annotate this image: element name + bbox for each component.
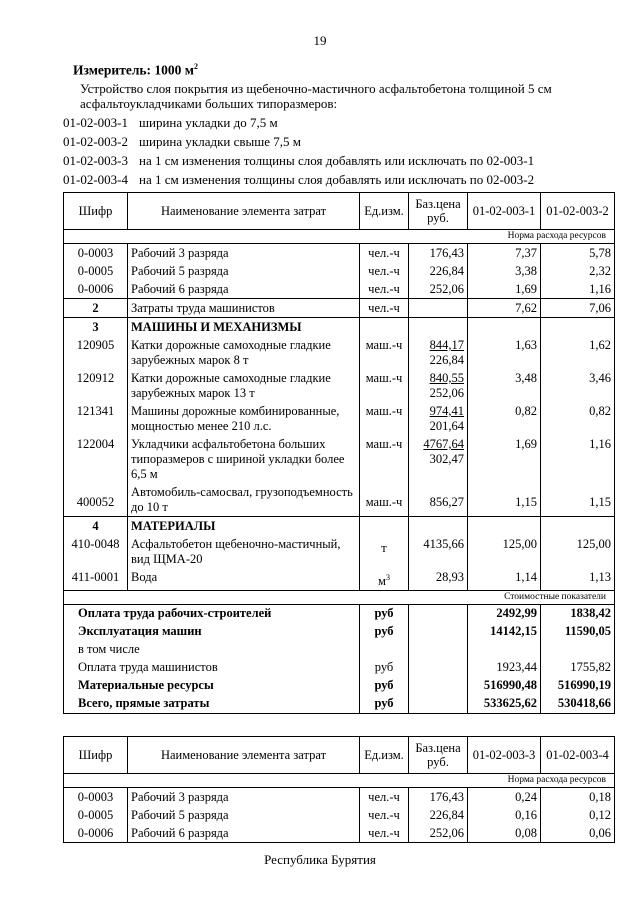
code-row: [63, 134, 534, 153]
cell-unit: маш.-ч: [360, 369, 409, 402]
code-id: 01-02-003-3: [63, 153, 128, 168]
cell-code: 0-0005: [64, 262, 128, 280]
table-row: [64, 402, 615, 435]
cell-v2: 3,46: [589, 371, 611, 385]
table-row: [64, 280, 615, 299]
meter-title-sup: 2: [194, 62, 198, 71]
code-row: [63, 115, 534, 134]
code-id: 01-02-003-1: [63, 115, 128, 130]
cell-price: 252,06: [409, 824, 468, 843]
total-name: Материальные ресурсы: [64, 677, 360, 695]
cell-price: [409, 336, 468, 369]
cell-v1: 7,62: [468, 299, 541, 318]
cell-unit: [360, 535, 409, 568]
total-name: Оплата труда рабочих-строителей: [64, 605, 360, 624]
cell-code: 122004: [64, 435, 128, 483]
cell-empty: [541, 641, 615, 659]
cell-name: Рабочий 5 разряда: [128, 262, 360, 280]
cell-v1: 3,48: [468, 369, 541, 402]
cell-empty: [409, 677, 468, 695]
cell-unit: чел.-ч: [360, 788, 409, 807]
cell-v2: 1,62: [589, 338, 611, 352]
total-v2: 11590,05: [564, 624, 611, 639]
total-unit: руб: [360, 605, 409, 624]
cell-v1: 1,14: [468, 568, 541, 591]
cell-v1: 1,15: [468, 483, 541, 517]
cell-price: 856,27: [409, 483, 468, 517]
col-code-header: Шифр: [64, 193, 128, 230]
table-row: [64, 262, 615, 280]
col-unit-header: Ед.изм.: [360, 193, 409, 230]
total-v2: 530418,66: [557, 696, 611, 711]
cell-empty: [409, 318, 468, 337]
cost-label: Стоимостные показатели: [64, 591, 615, 605]
total-name: Оплата труда машинистов: [64, 659, 360, 677]
col-1-header: 01-02-003-3: [468, 737, 541, 774]
cell-v2: 0,82: [589, 404, 611, 418]
cell-v2: 1,16: [589, 437, 611, 451]
cell-v2: 2,32: [589, 264, 611, 278]
total-v1: 516990,48: [468, 677, 541, 695]
cell-price: 176,43: [409, 788, 468, 807]
meter-title: [73, 62, 198, 79]
cell-code: 0-0006: [64, 824, 128, 843]
col-name-header: Наименование элемента затрат: [128, 193, 360, 230]
section-name: МАТЕРИАЛЫ: [128, 517, 360, 536]
cell-price: 226,84: [409, 806, 468, 824]
norm-label: Норма расхода ресурсов: [64, 774, 615, 788]
cell-code: 0-0003: [64, 788, 128, 807]
total-row: [64, 659, 615, 677]
cell-empty: [468, 517, 541, 536]
total-unit: руб: [360, 623, 409, 641]
cell-code: 0-0003: [64, 244, 128, 263]
section-row: [64, 517, 615, 536]
cell-name: Рабочий 3 разряда: [128, 788, 360, 807]
unit-text: т: [381, 541, 387, 556]
total-name: Всего, прямые затраты: [64, 695, 360, 714]
cell-price: [409, 369, 468, 402]
cell-price: 252,06: [409, 280, 468, 299]
resource-table-2: [63, 736, 615, 843]
code-text: ширина укладки до 7,5 м: [139, 115, 278, 130]
code-text: на 1 см изменения толщины слоя добавлять или исключать по 02-003-1: [139, 153, 535, 168]
price-wage: 226,84: [429, 353, 464, 367]
col-2-header: 01-02-003-4: [541, 737, 615, 774]
total-row: [64, 677, 615, 695]
unit-text: м: [378, 574, 386, 589]
work-description: Устройство слоя покрытия из щебеночно-мастичного асфальтобетона толщиной 5 см асфальтоукладчиками больших типоразмеров:: [80, 81, 552, 111]
price-wage: 302,47: [429, 452, 464, 466]
code-text: на 1 см изменения толщины слоя добавлять или исключать по 02-003-2: [139, 172, 535, 187]
total-v1: 533625,62: [468, 695, 541, 714]
cell-price: 28,93: [409, 568, 468, 591]
cell-empty: [468, 318, 541, 337]
cell-name: Рабочий 5 разряда: [128, 806, 360, 824]
cell-unit: чел.-ч: [360, 244, 409, 263]
code-id: 01-02-003-2: [63, 134, 128, 149]
cell-empty: [541, 517, 615, 536]
section-number: 4: [64, 517, 128, 536]
cell-unit: чел.-ч: [360, 262, 409, 280]
cell-empty: [541, 318, 615, 337]
price-wage: 252,06: [429, 386, 464, 400]
cell-v1: 0,08: [468, 824, 541, 843]
table-row: [64, 535, 615, 568]
table-row: [64, 568, 615, 591]
cell-code: 120905: [64, 336, 128, 369]
total-unit: руб: [360, 677, 409, 695]
cell-v2: 0,12: [589, 808, 611, 822]
total-unit: руб: [360, 659, 409, 677]
cell-name: Укладчики асфальтобетона больших типоразмеров с шириной укладки более 6,5 м: [128, 435, 360, 483]
total-v2: 1755,82: [570, 660, 611, 675]
cell-price: [409, 435, 468, 483]
cell-code: 410-0048: [64, 535, 128, 568]
cell-v2: 0,06: [589, 826, 611, 840]
total-v2: 1838,42: [570, 606, 611, 621]
code-list: [63, 115, 534, 191]
page-number: 19: [313, 33, 327, 48]
cell-v1: 1,63: [468, 336, 541, 369]
unit-sup: 3: [385, 573, 390, 582]
cell-name: Вода: [128, 568, 360, 591]
cell-unit: маш.-ч: [360, 435, 409, 483]
cell-name: Машины дорожные комбинированные, мощностью менее 210 л.с.: [128, 402, 360, 435]
code-id: 01-02-003-4: [63, 172, 128, 187]
table-header: [64, 737, 615, 774]
total-name: Эксплуатация машин: [64, 623, 360, 641]
table-row: [64, 369, 615, 402]
cell-v1: 1,69: [468, 435, 541, 483]
cell-empty: [409, 623, 468, 641]
norm-label: Норма расхода ресурсов: [64, 230, 615, 244]
table-row: [64, 435, 615, 483]
price-main: 974,41: [429, 404, 464, 418]
cell-empty: [360, 517, 409, 536]
cell-v1: 7,37: [468, 244, 541, 263]
cell-code: 0-0005: [64, 806, 128, 824]
cell-name: Катки дорожные самоходные гладкие зарубежных марок 13 т: [128, 369, 360, 402]
cell-empty: [409, 641, 468, 659]
price-main: 844,17: [429, 338, 464, 352]
cell-name: Асфальтобетон щебеночно-мастичный, вид ЩМА-20: [128, 535, 360, 568]
cell-name: Катки дорожные самоходные гладкие зарубежных марок 8 т: [128, 336, 360, 369]
col-price-header: Баз.цена руб.: [409, 737, 468, 774]
cell-code: 120912: [64, 369, 128, 402]
cell-empty: [360, 641, 409, 659]
cell-name: Рабочий 3 разряда: [128, 244, 360, 263]
cell-code: 411-0001: [64, 568, 128, 591]
cell-unit: чел.-ч: [360, 280, 409, 299]
cell-unit: маш.-ч: [360, 336, 409, 369]
section-number: 3: [64, 318, 128, 337]
cell-price: 176,43: [409, 244, 468, 263]
cell-unit: чел.-ч: [360, 299, 409, 318]
cell-v2: 1,15: [589, 495, 611, 509]
cell-unit: чел.-ч: [360, 824, 409, 843]
price-wage: 201,64: [429, 419, 464, 433]
cell-price: [409, 402, 468, 435]
total-v1: 1923,44: [468, 659, 541, 677]
col-1-header: 01-02-003-1: [468, 193, 541, 230]
total-row: [64, 623, 615, 641]
table-header: [64, 193, 615, 230]
table-row: [64, 483, 615, 517]
col-name-header: Наименование элемента затрат: [128, 737, 360, 774]
table-row: [64, 824, 615, 843]
cell-empty: [468, 641, 541, 659]
col-code-header: Шифр: [64, 737, 128, 774]
norm-subheader: [64, 230, 615, 244]
table-row: [64, 806, 615, 824]
cell-v2: 7,06: [541, 299, 615, 318]
cell-v1: 0,16: [468, 806, 541, 824]
cell-v2: 1,16: [589, 282, 611, 296]
cell-v2: 0,18: [589, 790, 611, 804]
cost-subheader: [64, 591, 615, 605]
cell-price: 4135,66: [409, 535, 468, 568]
section-name: Затраты труда машинистов: [128, 299, 360, 318]
col-price-header: Баз.цена руб.: [409, 193, 468, 230]
cell-name: Рабочий 6 разряда: [128, 824, 360, 843]
cell-v2: 5,78: [589, 246, 611, 260]
cell-empty: [409, 517, 468, 536]
cell-empty: [360, 318, 409, 337]
section-row: [64, 299, 615, 318]
cell-name: Автомобиль-самосвал, грузоподъемность до 10 т: [128, 483, 360, 517]
section-name: МАШИНЫ И МЕХАНИЗМЫ: [128, 318, 360, 337]
cell-v1: 3,38: [468, 262, 541, 280]
cell-v1: 0,24: [468, 788, 541, 807]
section-number: 2: [64, 299, 128, 318]
cell-v1: 125,00: [468, 535, 541, 568]
incl-label: в том числе: [64, 641, 360, 659]
cell-empty: [409, 605, 468, 624]
cell-empty: [409, 659, 468, 677]
code-row: [63, 153, 534, 172]
total-row: [64, 605, 615, 624]
cell-v2: 125,00: [576, 537, 611, 551]
table-row: [64, 336, 615, 369]
total-row: [64, 695, 615, 714]
meter-title-text: Измеритель: 1000 м: [73, 62, 194, 78]
cell-v2: 1,13: [589, 570, 611, 584]
total-v1: 2492,99: [468, 605, 541, 624]
cell-code: 0-0006: [64, 280, 128, 299]
cell-v1: 0,82: [468, 402, 541, 435]
cell-code: 121341: [64, 402, 128, 435]
total-v2: 516990,19: [557, 678, 611, 693]
incl-row: [64, 641, 615, 659]
resource-table-1: [63, 192, 615, 714]
section-row: [64, 318, 615, 337]
code-row: [63, 172, 534, 191]
page-footer: Республика Бурятия: [264, 852, 376, 867]
cell-unit: чел.-ч: [360, 806, 409, 824]
cell-code: 400052: [64, 483, 128, 517]
total-unit: руб: [360, 695, 409, 714]
code-text: ширина укладки свыше 7,5 м: [139, 134, 302, 149]
cell-price: 226,84: [409, 262, 468, 280]
total-v1: 14142,15: [468, 623, 541, 641]
price-main: 840,55: [429, 371, 464, 385]
cell-unit: маш.-ч: [360, 402, 409, 435]
cell-unit: маш.-ч: [360, 483, 409, 517]
cell-unit: [360, 568, 409, 591]
price-main: 4767,64: [423, 437, 464, 451]
cell-empty: [409, 695, 468, 714]
cell-price-empty: [409, 299, 468, 318]
col-2-header: 01-02-003-2: [541, 193, 615, 230]
cell-name: Рабочий 6 разряда: [128, 280, 360, 299]
table-row: [64, 244, 615, 263]
norm-subheader: [64, 774, 615, 788]
col-unit-header: Ед.изм.: [360, 737, 409, 774]
cell-v1: 1,69: [468, 280, 541, 299]
table-row: [64, 788, 615, 807]
